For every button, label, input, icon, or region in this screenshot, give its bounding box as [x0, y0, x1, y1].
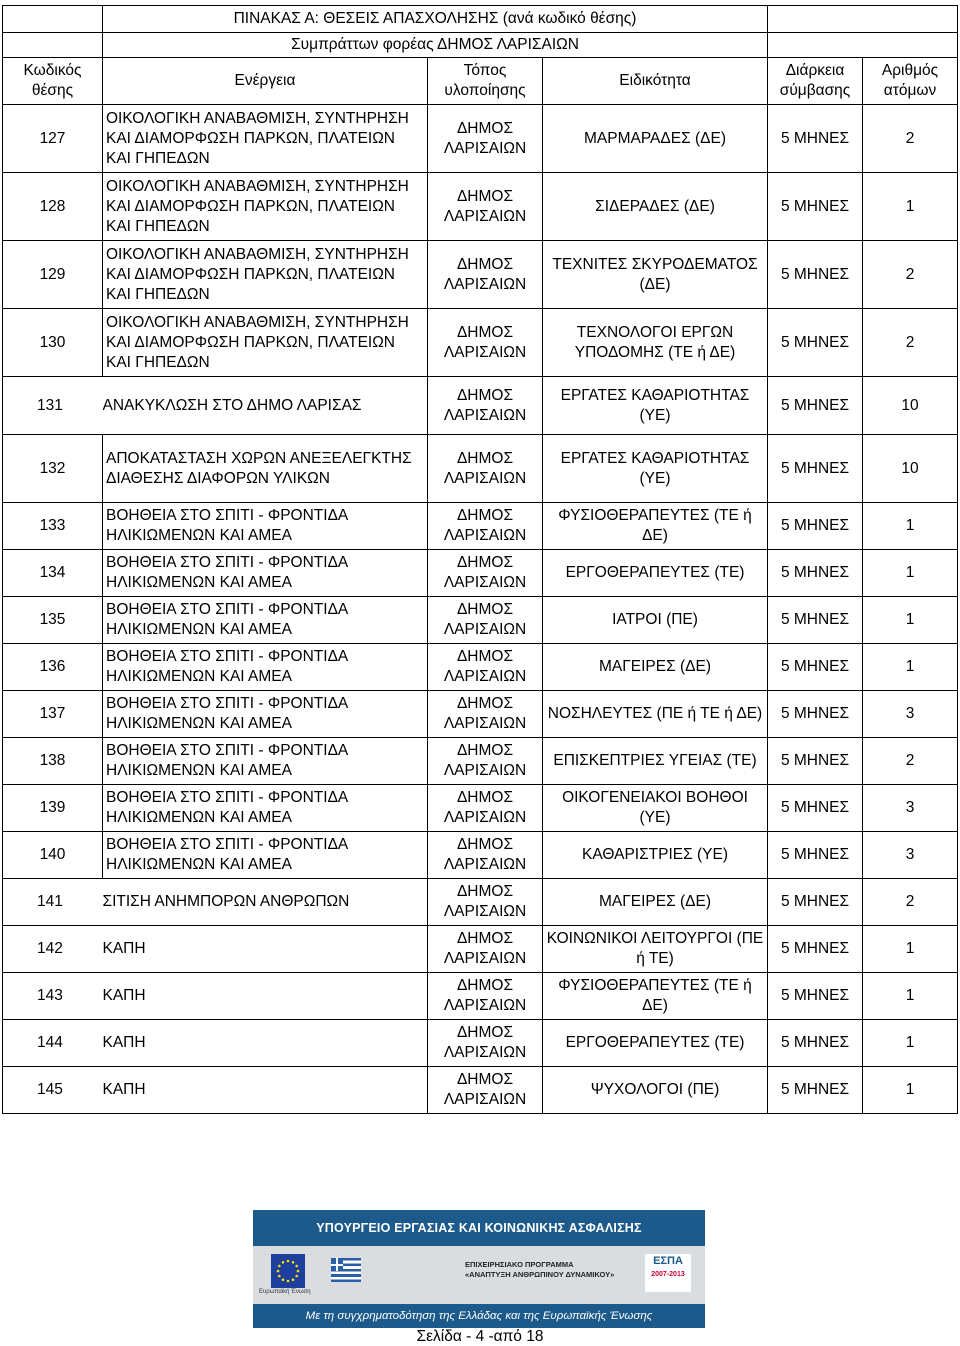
table-title: ΠΙΝΑΚΑΣ Α: ΘΕΣΕΙΣ ΑΠΑΣΧΟΛΗΣΗΣ (ανά κωδικό θέσης) [103, 6, 768, 33]
row-count: 3 [863, 785, 958, 832]
row-duration: 5 ΜΗΝΕΣ [768, 879, 863, 926]
table-row [3, 1067, 958, 1114]
row-duration: 5 ΜΗΝΕΣ [768, 309, 863, 377]
eu-caption: Ευρωπαϊκή Ένωση [259, 1289, 311, 1295]
row-count: 2 [863, 738, 958, 785]
row-code: 132 [3, 435, 103, 503]
row-place: ΔΗΜΟΣ ΛΑΡΙΣΑΙΩΝ [428, 832, 543, 879]
row-spec: ΤΕΧΝΟΛΟΓΟΙ ΕΡΓΩΝ ΥΠΟΔΟΜΗΣ (ΤΕ ή ΔΕ) [543, 309, 768, 377]
row-spec: ΚΑΘΑΡΙΣΤΡΙΕΣ (ΥΕ) [543, 832, 768, 879]
row-count: 1 [863, 926, 958, 973]
positions-table [2, 5, 958, 1114]
row-spec: ΚΟΙΝΩΝΙΚΟΙ ΛΕΙΤΟΥΡΓΟΙ (ΠΕ ή ΤΕ) [543, 926, 768, 973]
row-count: 10 [863, 377, 958, 435]
row-duration: 5 ΜΗΝΕΣ [768, 785, 863, 832]
row-count: 2 [863, 309, 958, 377]
row-spec: ΕΠΙΣΚΕΠΤΡΙΕΣ ΥΓΕΙΑΣ (ΤΕ) [543, 738, 768, 785]
row-spec: ΕΡΓΑΤΕΣ ΚΑΘΑΡΙΟΤΗΤΑΣ (ΥΕ) [543, 377, 768, 435]
row-activity: ΟΙΚΟΛΟΓΙΚΗ ΑΝΑΒΑΘΜΙΣΗ, ΣΥΝΤΗΡΗΣΗ ΚΑΙ ΔΙΑΜΟΡΦΩΣΗ ΠΑΡΚΩΝ, ΠΛΑΤΕΙΩΝ ΚΑΙ ΓΗΠΕΔΩΝ [103, 241, 428, 309]
row-duration: 5 ΜΗΝΕΣ [768, 597, 863, 644]
row-code: 143 [3, 973, 103, 1020]
row-place: ΔΗΜΟΣ ΛΑΡΙΣΑΙΩΝ [428, 241, 543, 309]
funding-banner [253, 1210, 705, 1328]
row-count: 2 [863, 105, 958, 173]
row-count: 1 [863, 597, 958, 644]
row-duration: 5 ΜΗΝΕΣ [768, 550, 863, 597]
espa-label: ΕΣΠΑ [653, 1255, 683, 1267]
row-activity: ΣΙΤΙΣΗ ΑΝΗΜΠΟΡΩΝ ΑΝΘΡΩΠΩΝ [103, 879, 428, 926]
row-duration: 5 ΜΗΝΕΣ [768, 377, 863, 435]
page-number: Σελίδα - 4 -από 18 [416, 1328, 544, 1345]
greek-flag-icon [331, 1258, 361, 1282]
row-code: 142 [3, 926, 103, 973]
row-spec: ΟΙΚΟΓΕΝΕΙΑΚΟΙ ΒΟΗΘΟΙ (ΥΕ) [543, 785, 768, 832]
row-spec: ΦΥΣΙΟΘΕΡΑΠΕΥΤΕΣ (ΤΕ ή ΔΕ) [543, 503, 768, 550]
row-duration: 5 ΜΗΝΕΣ [768, 105, 863, 173]
row-activity: ΒΟΗΘΕΙΑ ΣΤΟ ΣΠΙΤΙ - ΦΡΟΝΤΙΔΑ ΗΛΙΚΙΩΜΕΝΩΝ ΚΑΙ ΑΜΕΑ [103, 832, 428, 879]
row-code: 129 [3, 241, 103, 309]
row-place: ΔΗΜΟΣ ΛΑΡΙΣΑΙΩΝ [428, 973, 543, 1020]
header-activity: Ενέργεια [103, 58, 428, 105]
row-spec: ΨΥΧΟΛΟΓΟΙ (ΠΕ) [543, 1067, 768, 1114]
row-duration: 5 ΜΗΝΕΣ [768, 973, 863, 1020]
row-spec: ΕΡΓΑΤΕΣ ΚΑΘΑΡΙΟΤΗΤΑΣ (ΥΕ) [543, 435, 768, 503]
row-activity: ΒΟΗΘΕΙΑ ΣΤΟ ΣΠΙΤΙ - ΦΡΟΝΤΙΔΑ ΗΛΙΚΙΩΜΕΝΩΝ ΚΑΙ ΑΜΕΑ [103, 691, 428, 738]
row-place: ΔΗΜΟΣ ΛΑΡΙΣΑΙΩΝ [428, 597, 543, 644]
row-place: ΔΗΜΟΣ ΛΑΡΙΣΑΙΩΝ [428, 1020, 543, 1067]
row-count: 10 [863, 435, 958, 503]
row-activity: ΒΟΗΘΕΙΑ ΣΤΟ ΣΠΙΤΙ - ΦΡΟΝΤΙΔΑ ΗΛΙΚΙΩΜΕΝΩΝ ΚΑΙ ΑΜΕΑ [103, 785, 428, 832]
row-place: ΔΗΜΟΣ ΛΑΡΙΣΑΙΩΝ [428, 785, 543, 832]
table-row [3, 173, 958, 241]
row-activity: ΚΑΠΗ [103, 1020, 428, 1067]
program-logo: ΕΠΙΧΕΙΡΗΣΙΑΚΟ ΠΡΟΓΡΑΜΜΑ «ΑΝΑΠΤΥΞΗ ΑΝΘΡΩΠΙΝΟΥ ΔΥΝΑΜΙΚΟΥ» [465, 1260, 615, 1279]
table-row [3, 738, 958, 785]
row-code: 136 [3, 644, 103, 691]
row-spec: ΜΑΓΕΙΡΕΣ (ΔΕ) [543, 879, 768, 926]
row-count: 1 [863, 644, 958, 691]
cofunding-note: Με τη συγχρηματοδότηση της Ελλάδας και της Ευρωπαϊκής Ένωσης [253, 1304, 705, 1328]
table-row [3, 691, 958, 738]
row-spec: ΣΙΔΕΡΑΔΕΣ (ΔΕ) [543, 173, 768, 241]
row-place: ΔΗΜΟΣ ΛΑΡΙΣΑΙΩΝ [428, 644, 543, 691]
row-activity: ΒΟΗΘΕΙΑ ΣΤΟ ΣΠΙΤΙ - ΦΡΟΝΤΙΔΑ ΗΛΙΚΙΩΜΕΝΩΝ ΚΑΙ ΑΜΕΑ [103, 550, 428, 597]
row-duration: 5 ΜΗΝΕΣ [768, 644, 863, 691]
table-row [3, 879, 958, 926]
row-count: 1 [863, 503, 958, 550]
row-place: ΔΗΜΟΣ ΛΑΡΙΣΑΙΩΝ [428, 926, 543, 973]
row-place: ΔΗΜΟΣ ΛΑΡΙΣΑΙΩΝ [428, 738, 543, 785]
row-code: 133 [3, 503, 103, 550]
table-row [3, 1020, 958, 1067]
header-count: Αριθμός ατόμων [863, 58, 958, 105]
table-row [3, 597, 958, 644]
row-spec: ΜΑΡΜΑΡΑΔΕΣ (ΔΕ) [543, 105, 768, 173]
row-place: ΔΗΜΟΣ ΛΑΡΙΣΑΙΩΝ [428, 550, 543, 597]
table-row [3, 785, 958, 832]
row-activity: ΟΙΚΟΛΟΓΙΚΗ ΑΝΑΒΑΘΜΙΣΗ, ΣΥΝΤΗΡΗΣΗ ΚΑΙ ΔΙΑΜΟΡΦΩΣΗ ΠΑΡΚΩΝ, ΠΛΑΤΕΙΩΝ ΚΑΙ ΓΗΠΕΔΩΝ [103, 105, 428, 173]
header-spec: Ειδικότητα [543, 58, 768, 105]
table-row [3, 309, 958, 377]
row-count: 2 [863, 879, 958, 926]
row-duration: 5 ΜΗΝΕΣ [768, 1020, 863, 1067]
row-count: 1 [863, 1067, 958, 1114]
row-duration: 5 ΜΗΝΕΣ [768, 1067, 863, 1114]
row-duration: 5 ΜΗΝΕΣ [768, 435, 863, 503]
table-row [3, 105, 958, 173]
row-place: ΔΗΜΟΣ ΛΑΡΙΣΑΙΩΝ [428, 1067, 543, 1114]
table-row [3, 832, 958, 879]
row-count: 1 [863, 173, 958, 241]
row-code: 131 [3, 377, 103, 435]
row-activity: ΒΟΗΘΕΙΑ ΣΤΟ ΣΠΙΤΙ - ΦΡΟΝΤΙΔΑ ΗΛΙΚΙΩΜΕΝΩΝ ΚΑΙ ΑΜΕΑ [103, 644, 428, 691]
row-duration: 5 ΜΗΝΕΣ [768, 503, 863, 550]
row-duration: 5 ΜΗΝΕΣ [768, 926, 863, 973]
table-row [3, 241, 958, 309]
row-duration: 5 ΜΗΝΕΣ [768, 173, 863, 241]
table-row [3, 377, 958, 435]
table-row [3, 926, 958, 973]
row-code: 134 [3, 550, 103, 597]
row-count: 3 [863, 832, 958, 879]
row-place: ΔΗΜΟΣ ΛΑΡΙΣΑΙΩΝ [428, 105, 543, 173]
row-spec: ΕΡΓΟΘΕΡΑΠΕΥΤΕΣ (ΤΕ) [543, 550, 768, 597]
header-place: Τόπος υλοποίησης [428, 58, 543, 105]
row-duration: 5 ΜΗΝΕΣ [768, 241, 863, 309]
row-code: 135 [3, 597, 103, 644]
row-activity: ΒΟΗΘΕΙΑ ΣΤΟ ΣΠΙΤΙ - ΦΡΟΝΤΙΔΑ ΗΛΙΚΙΩΜΕΝΩΝ ΚΑΙ ΑΜΕΑ [103, 597, 428, 644]
row-place: ΔΗΜΟΣ ΛΑΡΙΣΑΙΩΝ [428, 377, 543, 435]
row-activity: ΚΑΠΗ [103, 926, 428, 973]
table-row [3, 973, 958, 1020]
row-code: 137 [3, 691, 103, 738]
espa-logo [645, 1254, 691, 1292]
table-row [3, 644, 958, 691]
eu-flag-icon [271, 1254, 305, 1288]
row-place: ΔΗΜΟΣ ΛΑΡΙΣΑΙΩΝ [428, 435, 543, 503]
logos-strip [253, 1254, 705, 1300]
row-duration: 5 ΜΗΝΕΣ [768, 738, 863, 785]
row-code: 127 [3, 105, 103, 173]
row-place: ΔΗΜΟΣ ΛΑΡΙΣΑΙΩΝ [428, 309, 543, 377]
row-code: 144 [3, 1020, 103, 1067]
row-code: 130 [3, 309, 103, 377]
row-duration: 5 ΜΗΝΕΣ [768, 832, 863, 879]
row-count: 1 [863, 973, 958, 1020]
row-code: 138 [3, 738, 103, 785]
header-code: Κωδικός θέσης [3, 58, 103, 105]
row-activity: ΑΝΑΚΥΚΛΩΣΗ ΣΤΟ ΔΗΜΟ ΛΑΡΙΣΑΣ [103, 377, 428, 435]
row-activity: ΑΠΟΚΑΤΑΣΤΑΣΗ ΧΩΡΩΝ ΑΝΕΞΕΛΕΓΚΤΗΣ ΔΙΑΘΕΣΗΣ ΔΙΑΦΟΡΩΝ ΥΛΙΚΩΝ [103, 435, 428, 503]
row-duration: 5 ΜΗΝΕΣ [768, 691, 863, 738]
row-place: ΔΗΜΟΣ ΛΑΡΙΣΑΙΩΝ [428, 691, 543, 738]
row-spec: ΤΕΧΝΙΤΕΣ ΣΚΥΡΟΔΕΜΑΤΟΣ (ΔΕ) [543, 241, 768, 309]
table-row [3, 435, 958, 503]
row-spec: ΝΟΣΗΛΕΥΤΕΣ (ΠΕ ή ΤΕ ή ΔΕ) [543, 691, 768, 738]
row-code: 145 [3, 1067, 103, 1114]
table-row [3, 550, 958, 597]
row-place: ΔΗΜΟΣ ΛΑΡΙΣΑΙΩΝ [428, 879, 543, 926]
row-count: 3 [863, 691, 958, 738]
row-count: 1 [863, 550, 958, 597]
row-activity: ΚΑΠΗ [103, 973, 428, 1020]
row-code: 140 [3, 832, 103, 879]
row-activity: ΒΟΗΘΕΙΑ ΣΤΟ ΣΠΙΤΙ - ΦΡΟΝΤΙΔΑ ΗΛΙΚΙΩΜΕΝΩΝ ΚΑΙ ΑΜΕΑ [103, 738, 428, 785]
row-count: 2 [863, 241, 958, 309]
ministry-title: ΥΠΟΥΡΓΕΙΟ ΕΡΓΑΣΙΑΣ ΚΑΙ ΚΟΙΝΩΝΙΚΗΣ ΑΣΦΑΛΙΣΗΣ [253, 1210, 705, 1246]
row-spec: ΦΥΣΙΟΘΕΡΑΠΕΥΤΕΣ (ΤΕ ή ΔΕ) [543, 973, 768, 1020]
row-spec: ΕΡΓΟΘΕΡΑΠΕΥΤΕΣ (ΤΕ) [543, 1020, 768, 1067]
row-spec: ΙΑΤΡΟΙ (ΠΕ) [543, 597, 768, 644]
row-place: ΔΗΜΟΣ ΛΑΡΙΣΑΙΩΝ [428, 173, 543, 241]
table-subtitle: Συμπράττων φορέας ΔΗΜΟΣ ΛΑΡΙΣΑΙΩΝ [103, 33, 768, 58]
row-code: 141 [3, 879, 103, 926]
row-activity: ΒΟΗΘΕΙΑ ΣΤΟ ΣΠΙΤΙ - ΦΡΟΝΤΙΔΑ ΗΛΙΚΙΩΜΕΝΩΝ ΚΑΙ ΑΜΕΑ [103, 503, 428, 550]
table-row [3, 503, 958, 550]
row-code: 128 [3, 173, 103, 241]
row-activity: ΟΙΚΟΛΟΓΙΚΗ ΑΝΑΒΑΘΜΙΣΗ, ΣΥΝΤΗΡΗΣΗ ΚΑΙ ΔΙΑΜΟΡΦΩΣΗ ΠΑΡΚΩΝ, ΠΛΑΤΕΙΩΝ ΚΑΙ ΓΗΠΕΔΩΝ [103, 173, 428, 241]
row-place: ΔΗΜΟΣ ΛΑΡΙΣΑΙΩΝ [428, 503, 543, 550]
row-count: 1 [863, 1020, 958, 1067]
row-activity: ΚΑΠΗ [103, 1067, 428, 1114]
espa-years: 2007-2013 [651, 1271, 685, 1278]
header-duration: Διάρκεια σύμβασης [768, 58, 863, 105]
row-activity: ΟΙΚΟΛΟΓΙΚΗ ΑΝΑΒΑΘΜΙΣΗ, ΣΥΝΤΗΡΗΣΗ ΚΑΙ ΔΙΑΜΟΡΦΩΣΗ ΠΑΡΚΩΝ, ΠΛΑΤΕΙΩΝ ΚΑΙ ΓΗΠΕΔΩΝ [103, 309, 428, 377]
row-code: 139 [3, 785, 103, 832]
row-spec: ΜΑΓΕΙΡΕΣ (ΔΕ) [543, 644, 768, 691]
